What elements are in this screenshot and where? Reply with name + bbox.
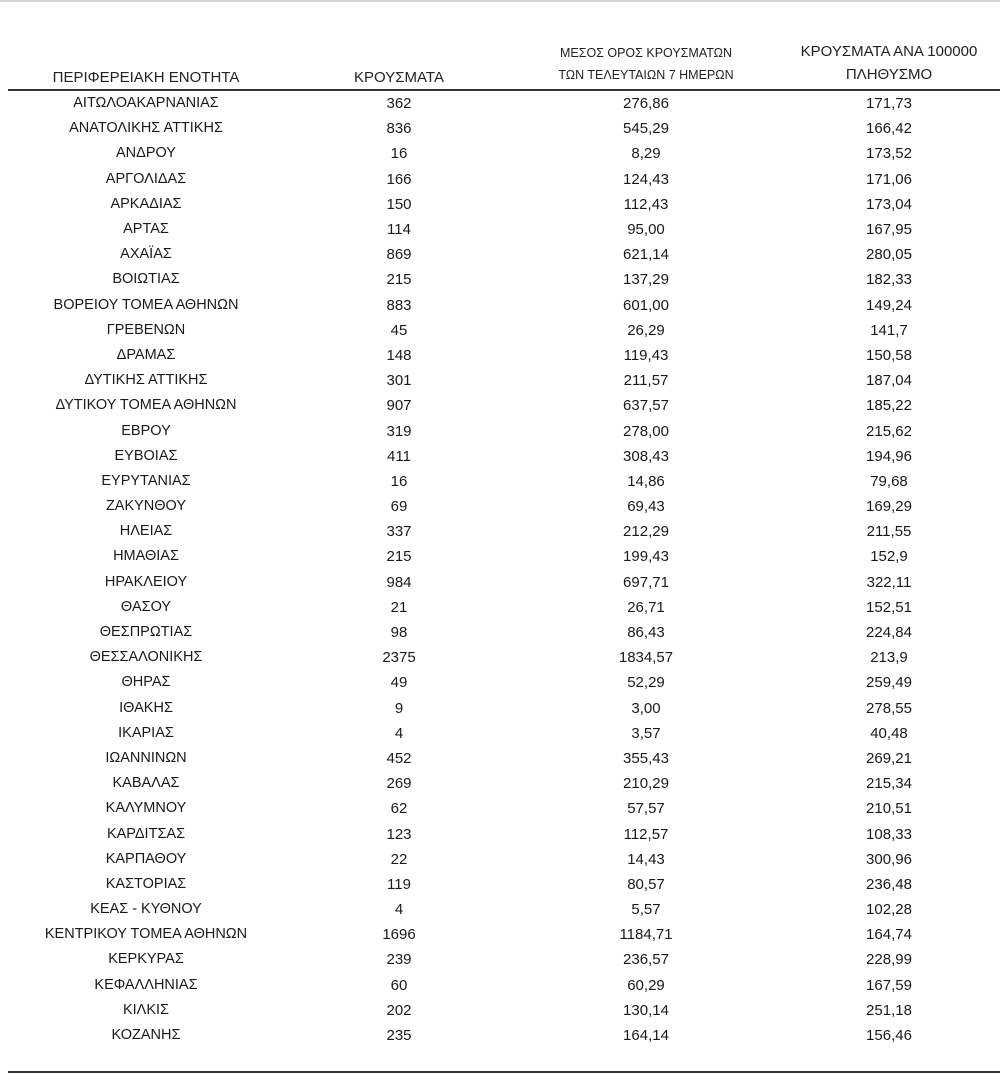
cell-per100k: 215,34 [866,775,912,793]
table-row [8,973,1000,998]
table-row [8,1023,1000,1048]
cell-avg7: 5,57 [631,901,661,919]
cell-avg7: 308,43 [623,447,669,465]
cell-region: ΓΡΕΒΕΝΩΝ [106,321,186,338]
cell-avg7: 278,00 [623,422,669,440]
cell-avg7: 86,43 [627,624,665,642]
cell-per100k: 182,33 [866,271,912,289]
cell-per100k: 150,58 [866,346,912,364]
cell-per100k: 167,59 [866,976,912,994]
cell-avg7: 164,14 [623,1027,669,1045]
cell-cases: 166 [386,170,412,188]
cell-region: ΚΙΛΚΙΣ [122,1001,170,1018]
cell-cases: 1696 [382,926,416,944]
table-row [8,746,1000,771]
cell-cases: 869 [386,246,412,264]
cell-region: ΑΧΑΪΑΣ [120,246,172,263]
cell-avg7: 199,43 [623,548,669,566]
cell-cases: 215 [386,271,412,289]
cell-cases: 22 [390,850,408,868]
cell-region: ΑΝΔΡΟΥ [116,145,176,162]
cell-region: ΔΥΤΙΚΟΥ ΤΟΜΕΑ ΑΘΗΝΩΝ [55,397,237,414]
cell-avg7: 95,00 [627,221,665,239]
cell-cases: 150 [386,195,412,213]
table-row [8,318,1000,343]
cell-avg7: 210,29 [623,775,669,793]
table-row [8,368,1000,393]
cell-cases: 45 [390,321,408,339]
cell-per100k: 259,49 [866,674,912,692]
cell-per100k: 152,9 [870,548,908,566]
cell-cases: 337 [386,523,412,541]
table-row [8,897,1000,922]
header-row [8,34,1000,90]
header-cases [284,34,514,90]
cell-avg7: 621,14 [623,246,669,264]
cell-avg7: 137,29 [623,271,669,289]
cell-avg7: 1834,57 [618,649,674,667]
cell-per100k: 167,95 [866,221,912,239]
cell-cases: 21 [390,598,408,616]
cell-per100k: 141,7 [870,321,908,339]
cell-region: ΔΥΤΙΚΗΣ ΑΤΤΙΚΗΣ [84,372,208,389]
cell-region: ΚΕΝΤΡΙΚΟΥ ΤΟΜΕΑ ΑΘΗΝΩΝ [44,926,248,943]
cell-avg7: 8,29 [631,145,661,163]
cases-table [8,34,1000,1048]
cell-cases: 148 [386,346,412,364]
cell-cases: 269 [386,775,412,793]
cell-avg7: 52,29 [627,674,665,692]
header-region-label: ΠΕΡΙΦΕΡΕΙΑΚΗ ΕΝΟΤΗΤΑ [52,69,240,86]
cell-per100k: 269,21 [866,749,912,767]
cell-avg7: 60,29 [627,976,665,994]
cell-region: ΗΛΕΙΑΣ [119,523,173,540]
cell-region: ΒΟΙΩΤΙΑΣ [112,271,180,288]
cell-per100k: 152,51 [866,598,912,616]
table-row [8,116,1000,141]
cell-avg7: 697,71 [623,573,669,591]
cell-cases: 984 [386,573,412,591]
cell-avg7: 1184,71 [619,926,673,944]
cell-avg7: 211,57 [623,372,669,390]
cell-region: ΗΜΑΘΙΑΣ [113,548,179,565]
cell-region: ΘΕΣΠΡΩΤΙΑΣ [99,624,193,641]
cell-cases: 907 [386,397,412,415]
table-row [8,947,1000,972]
cell-cases: 98 [390,624,408,642]
cell-cases: 202 [386,1001,412,1019]
cell-per100k: 102,28 [866,901,912,919]
cell-avg7: 3,57 [631,724,661,742]
cell-cases: 123 [386,825,412,843]
cell-avg7: 637,57 [623,397,669,415]
cell-cases: 4 [394,901,404,919]
cell-cases: 49 [390,674,408,692]
cell-per100k: 169,29 [866,498,912,516]
table-row [8,469,1000,494]
cell-per100k: 187,04 [866,372,912,390]
cell-avg7: 69,43 [627,498,665,516]
cell-region: ΖΑΚΥΝΘΟΥ [105,498,187,515]
cell-region: ΒΟΡΕΙΟΥ ΤΟΜΕΑ ΑΘΗΝΩΝ [53,296,239,313]
cell-region: ΕΥΒΟΙΑΣ [114,447,178,464]
table-row [8,998,1000,1023]
cell-cases: 60 [390,976,408,994]
table-row [8,595,1000,620]
table-header [8,34,1000,90]
cell-per100k: 194,96 [866,447,912,465]
cell-per100k: 236,48 [866,875,912,893]
cell-per100k: 224,84 [866,624,912,642]
cell-per100k: 171,73 [866,95,912,113]
cell-per100k: 164,74 [866,926,912,944]
table-body [8,90,1000,1048]
table-row [8,242,1000,267]
table-row [8,343,1000,368]
cell-per100k: 108,33 [866,825,912,843]
cell-region: ΙΘΑΚΗΣ [119,699,173,716]
cell-cases: 452 [386,749,412,767]
cell-cases: 4 [394,724,404,742]
header-per100k-line2: ΠΛΗΘΥΣΜΟ [845,66,933,83]
cell-cases: 836 [386,120,412,138]
cell-region: ΕΥΡΥΤΑΝΙΑΣ [101,472,191,489]
cell-per100k: 173,52 [866,145,912,163]
cell-per100k: 166,42 [866,120,912,138]
table-row [8,821,1000,846]
table-row [8,620,1000,645]
cell-cases: 411 [387,447,411,465]
table-row [8,444,1000,469]
table-row [8,721,1000,746]
top-rule [0,0,1000,2]
cell-per100k: 40,48 [870,724,908,742]
cell-region: ΚΑΡΠΑΘΟΥ [105,850,187,867]
cell-region: ΚΟΖΑΝΗΣ [111,1027,181,1044]
cell-region: ΚΕΑΣ - ΚΥΘΝΟΥ [90,901,202,918]
cell-per100k: 210,51 [866,800,912,818]
table-row [8,645,1000,670]
cell-avg7: 57,57 [627,800,665,818]
cell-avg7: 26,29 [627,321,665,339]
cell-avg7: 124,43 [623,170,669,188]
table-row [8,570,1000,595]
cell-per100k: 173,04 [866,195,912,213]
cell-region: ΑΙΤΩΛΟΑΚΑΡΝΑΝΙΑΣ [73,95,219,112]
table-row [8,192,1000,217]
cell-region: ΚΑΛΥΜΝΟΥ [105,800,187,817]
cell-avg7: 545,29 [623,120,669,138]
table-row [8,494,1000,519]
table-row [8,544,1000,569]
cell-per100k: 300,96 [866,850,912,868]
cell-region: ΚΑΒΑΛΑΣ [112,775,180,792]
cell-region: ΙΩΑΝΝΙΝΩΝ [105,749,187,766]
header-avg7 [514,34,778,90]
table-row [8,922,1000,947]
cell-avg7: 14,43 [627,850,665,868]
table-row [8,696,1000,721]
cell-per100k: 156,46 [866,1027,912,1045]
cell-cases: 2375 [382,649,416,667]
cell-per100k: 322,11 [866,573,912,591]
header-per100k [778,34,1000,90]
table-row [8,418,1000,443]
cell-per100k: 79,68 [870,472,908,490]
cell-cases: 319 [386,422,412,440]
cell-per100k: 213,9 [870,649,908,667]
cell-avg7: 601,00 [623,296,669,314]
cell-per100k: 280,05 [866,246,912,264]
cell-cases: 301 [386,372,412,390]
cell-avg7: 112,43 [623,195,669,213]
cell-region: ΔΡΑΜΑΣ [116,346,176,363]
table-row [8,872,1000,897]
cell-region: ΑΡΤΑΣ [123,221,169,238]
bottom-rule [8,1071,1000,1073]
cell-per100k: 228,99 [866,951,912,969]
table-row [8,90,1000,116]
cell-region: ΘΗΡΑΣ [121,674,171,691]
cell-region: ΚΕΦΑΛΛΗΝΙΑΣ [94,976,198,993]
cell-per100k: 215,62 [866,422,912,440]
cell-cases: 69 [390,498,408,516]
cell-avg7: 276,86 [623,95,669,113]
table-row [8,267,1000,292]
header-cases-label: ΚΡΟΥΣΜΑΤΑ [354,69,444,86]
cell-cases: 16 [390,472,408,490]
header-region [8,34,284,90]
table-row [8,141,1000,166]
cell-avg7: 80,57 [627,875,665,893]
table-row [8,217,1000,242]
cell-region: ΗΡΑΚΛΕΙΟΥ [104,573,188,590]
cell-avg7: 3,00 [631,699,661,717]
cell-avg7: 119,43 [623,346,669,364]
cell-per100k: 251,18 [866,1001,912,1019]
cell-per100k: 211,55 [866,523,912,541]
cell-region: ΑΡΚΑΔΙΑΣ [110,195,182,212]
cell-avg7: 26,71 [627,598,665,616]
cell-per100k: 149,24 [866,296,912,314]
cell-region: ΙΚΑΡΙΑΣ [118,724,174,741]
cell-avg7: 236,57 [623,951,669,969]
cell-avg7: 130,14 [623,1001,669,1019]
table-row [8,167,1000,192]
cell-avg7: 14,86 [627,472,665,490]
cell-cases: 235 [386,1027,412,1045]
cell-region: ΚΑΡΔΙΤΣΑΣ [106,825,186,842]
cell-cases: 239 [386,951,412,969]
cell-region: ΚΑΣΤΟΡΙΑΣ [105,875,187,892]
cell-cases: 16 [390,145,408,163]
table-row [8,771,1000,796]
cell-region: ΑΝΑΤΟΛΙΚΗΣ ΑΤΤΙΚΗΣ [69,120,223,137]
cell-region: ΑΡΓΟΛΙΔΑΣ [105,170,187,187]
cell-cases: 119 [387,875,411,893]
table-row [8,393,1000,418]
cell-cases: 215 [386,548,412,566]
cell-cases: 883 [386,296,412,314]
cell-avg7: 355,43 [623,749,669,767]
table-row [8,519,1000,544]
header-avg7-line1: ΜΕΣΟΣ ΟΡΟΣ ΚΡΟΥΣΜΑΤΩΝ [559,46,733,60]
cell-cases: 62 [390,800,408,818]
cell-region: ΕΒΡΟΥ [121,422,171,439]
cell-avg7: 212,29 [623,523,669,541]
cell-avg7: 112,57 [623,825,669,843]
table-row [8,670,1000,695]
table-row [8,293,1000,318]
cell-cases: 114 [387,221,411,239]
table-row [8,796,1000,821]
cell-cases: 362 [386,95,412,113]
cell-region: ΚΕΡΚΥΡΑΣ [108,951,184,968]
header-per100k-line1: ΚΡΟΥΣΜΑΤΑ ΑΝΑ 100000 [800,43,978,60]
cell-per100k: 171,06 [866,170,912,188]
cell-per100k: 185,22 [866,397,912,415]
table-row [8,847,1000,872]
cell-region: ΘΕΣΣΑΛΟΝΙΚΗΣ [89,649,203,666]
cell-per100k: 278,55 [866,699,912,717]
header-avg7-line2: ΤΩΝ ΤΕΛΕΥΤΑΙΩΝ 7 ΗΜΕΡΩΝ [558,68,734,82]
cell-cases: 9 [394,699,404,717]
cell-region: ΘΑΣΟΥ [120,598,172,615]
